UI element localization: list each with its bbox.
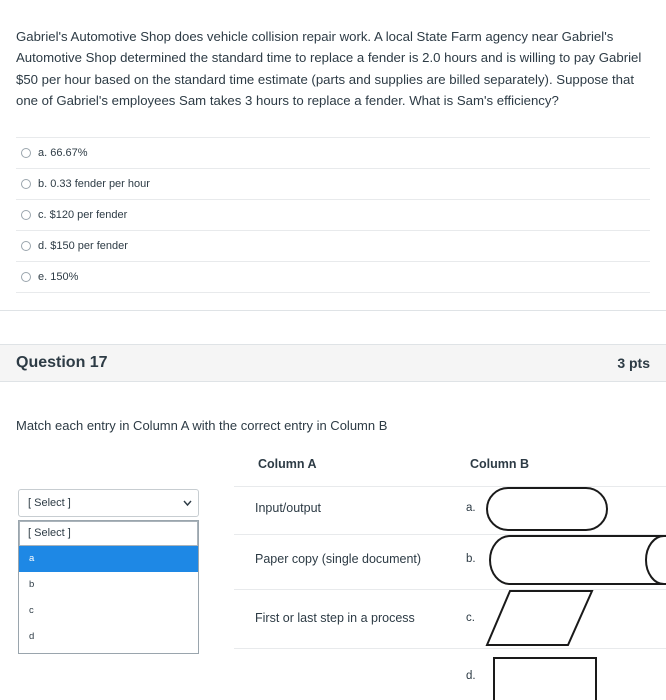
dropdown-option-placeholder[interactable]: [ Select ]	[19, 521, 198, 546]
dropdown-option-a[interactable]: a	[19, 546, 198, 572]
terminator-shape	[484, 485, 610, 533]
answer-label: d. $150 per fender	[38, 240, 128, 252]
question-title: Question 17	[16, 354, 108, 371]
answer-label: c. $120 per fender	[38, 209, 128, 221]
column-b-letter: d.	[466, 670, 476, 682]
question-separator	[0, 310, 666, 311]
answer-option-d[interactable]	[16, 230, 650, 261]
select-dropdown-list[interactable]	[18, 520, 199, 654]
radio-button[interactable]	[21, 148, 31, 158]
radio-button[interactable]	[21, 179, 31, 189]
row-divider	[234, 648, 666, 649]
answer-option-c[interactable]	[16, 199, 650, 230]
column-b-header: Column B	[470, 457, 530, 471]
dropdown-option-c[interactable]: c	[29, 605, 34, 616]
parallelogram-shape	[484, 588, 596, 648]
answer-option-a[interactable]	[16, 137, 650, 168]
radio-button[interactable]	[21, 210, 31, 220]
column-b-letter: b.	[466, 553, 476, 565]
match-instruction: Match each entry in Column A with the correct entry in Column B	[16, 418, 388, 433]
answer-option-e[interactable]	[16, 261, 650, 293]
select-value: [ Select ]	[28, 497, 71, 509]
question-points: 3 pts	[617, 355, 650, 371]
column-b-letter: a.	[466, 502, 476, 514]
column-a-item: First or last step in a process	[255, 611, 415, 625]
answer-list	[16, 137, 650, 293]
answer-option-b[interactable]	[16, 168, 650, 199]
question-16-text: Gabriel's Automotive Shop does vehicle collision repair work. A local State Farm agency near Gabriel's Automotive Shop determined the standard time to replace a fender is 2.0 hours and is willing to pay Gabriel $50 per hour based on the standard time estimate (parts and supplies are billed separately). Suppose that one of Gabriel's employees Sam takes 3 hours to replace a fender. What is Sam's efficiency?	[16, 29, 642, 108]
question-17-header	[0, 344, 666, 382]
radio-button[interactable]	[21, 272, 31, 282]
match-select[interactable]	[18, 489, 199, 517]
dropdown-option-d[interactable]: d	[29, 631, 35, 642]
stored-data-shape	[484, 533, 666, 587]
column-a-item: Input/output	[255, 501, 322, 515]
dropdown-option-b[interactable]: b	[29, 579, 35, 590]
column-a-header: Column A	[258, 457, 317, 471]
radio-button[interactable]	[21, 241, 31, 251]
answer-label: a. 66.67%	[38, 147, 88, 159]
row-divider	[234, 589, 666, 590]
column-a-item: Paper copy (single document)	[255, 552, 422, 566]
answer-label: e. 150%	[38, 271, 79, 283]
column-b-letter: c.	[466, 612, 475, 624]
answer-label: b. 0.33 fender per hour	[38, 178, 150, 190]
rectangle-shape	[492, 656, 598, 700]
